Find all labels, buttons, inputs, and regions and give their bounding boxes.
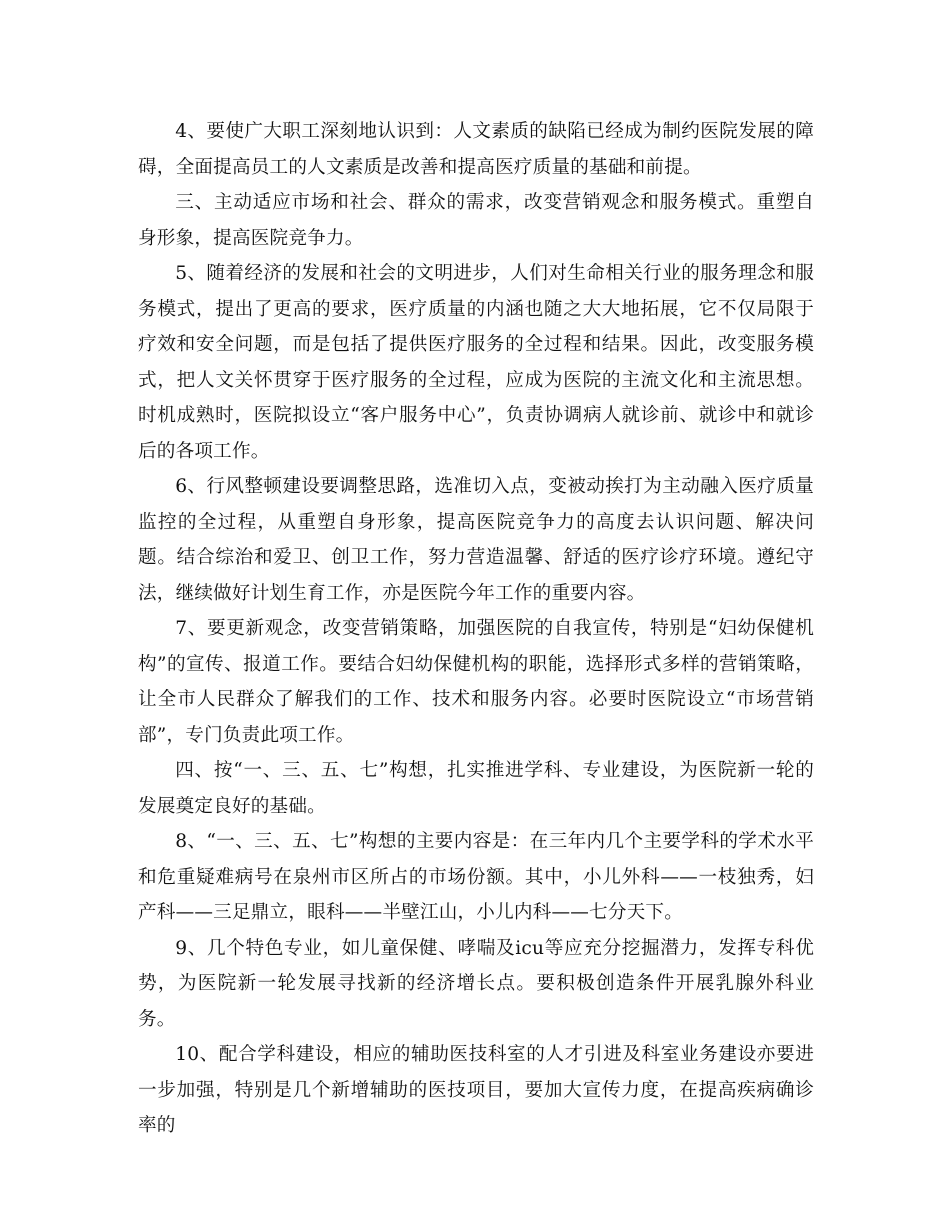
paragraph-8: 8、“一、三、五、七”构想的主要内容是：在三年内几个主要学科的学术水平和危重疑难病号在泉州市区所占的市场份额。其中，小儿外科——一枝独秀，妇产科——三足鼎立，眼科——半壁江山，小儿内科——七分天下。 [138,831,814,923]
section-heading-3: 三、主动适应市场和社会、群众的需求，改变营销观念和服务模式。重塑自身形象，提高医院竞争力。 [138,192,814,249]
paragraph-4: 4、要使广大职工深刻地认识到：人文素质的缺陷已经成为制约医院发展的障碍，全面提高员工的人文素质是改善和提高医疗质量的基础和前提。 [138,121,814,178]
paragraph-10: 10、配合学科建设，相应的辅助医技科室的人才引进及科室业务建设亦要进一步加强，特别是几个新增辅助的医技项目，要加大宣传力度，在提高疾病确诊率的 [138,1044,814,1136]
paragraph-7: 7、要更新观念，改变营销策略，加强医院的自我宣传，特别是“妇幼保健机构”的宣传、报道工作。要结合妇幼保健机构的职能，选择形式多样的营销策略，让全市人民群众了解我们的工作、技术和服务内容。必要时医院设立“市场营销部”，专门负责此项工作。 [138,618,814,746]
paragraph-5: 5、随着经济的发展和社会的文明进步，人们对生命相关行业的服务理念和服务模式，提出了更高的要求，医疗质量的内涵也随之大大地拓展，它不仅局限于疗效和安全问题，而是包括了提供医疗服务的全过程和结果。因此，改变服务模式，把人文关怀贯穿于医疗服务的全过程，应成为医院的主流文化和主流思想。时机成熟时，医院拟设立“客户服务中心”，负责协调病人就诊前、就诊中和就诊后的各项工作。 [138,263,814,462]
section-heading-4: 四、按“一、三、五、七”构想，扎实推进学科、专业建设，为医院新一轮的发展奠定良好的基础。 [138,760,814,817]
document-body [138,114,814,1144]
paragraph-6: 6、行风整顿建设要调整思路，选准切入点，变被动挨打为主动融入医疗质量监控的全过程，从重塑自身形象，提高医院竞争力的高度去认识问题、解决问题。结合综治和爱卫、创卫工作，努力营造温馨、舒适的医疗诊疗环境。遵纪守法，继续做好计划生育工作，亦是医院今年工作的重要内容。 [138,476,814,604]
paragraph-9: 9、几个特色专业，如儿童保健、哮喘及icu等应充分挖掘潜力，发挥专科优势，为医院新一轮发展寻找新的经济增长点。要积极创造条件开展乳腺外科业务。 [138,937,814,1030]
